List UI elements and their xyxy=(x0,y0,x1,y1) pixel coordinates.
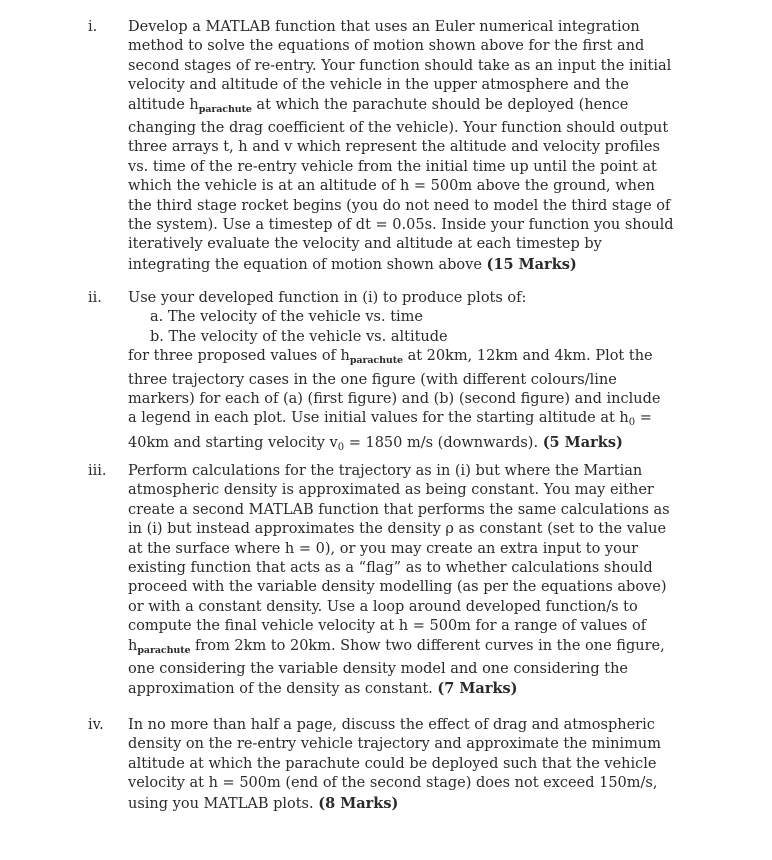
list-item: a. The velocity of the vehicle vs. time xyxy=(150,309,423,326)
text-line: for three proposed values of $h_{parachute}$ at 20km, 12km and 4km. Plot the xyxy=(128,348,653,367)
text-line: markers) for each of (a) (first figure) and (b) (second figure) and include xyxy=(128,391,661,408)
text-line: method to solve the equations of motion shown above for the first and xyxy=(128,38,645,55)
text-line: proceed with the variable density modelling (as per the equations above) xyxy=(128,579,667,596)
text-line: a legend in each plot. Use initial values for the starting altitude at $h_0$ = xyxy=(128,410,652,429)
question-number: iv. xyxy=(88,717,104,733)
text-line: density on the re-entry vehicle trajectory and approximate the minimum xyxy=(128,736,661,753)
text-line: approximation of the density as constant. (7 Marks) xyxy=(128,680,518,698)
subscript: parachute xyxy=(349,355,403,367)
text-line: second stages of re-entry. Your function should take as an input the initial xyxy=(128,57,672,74)
question-number: iii. xyxy=(88,463,107,479)
text-line: compute the final vehicle velocity at h = 500m for a range of values of xyxy=(128,618,647,635)
list-item: b. The velocity of the vehicle vs. altitude xyxy=(150,328,448,345)
text-line: atmospheric density is approximated as being constant. You may either xyxy=(128,482,654,499)
text-line: velocity and altitude of the vehicle in the upper atmosphere and the xyxy=(128,77,629,94)
text-line: iteratively evaluate the velocity and altitude at each timestep by xyxy=(128,236,602,253)
text-line: existing function that acts as a “flag” as to whether calculations should xyxy=(128,560,653,577)
text-line: altitude at which the parachute could be deployed such that the vehicle xyxy=(128,755,657,772)
text-line: Develop a MATLAB function that uses an Euler numerical integration xyxy=(128,19,640,35)
text-line: In no more than half a page, discuss the effect of drag and atmospheric xyxy=(128,717,655,733)
text-line: at the surface where h = 0), or you may create an extra input to your xyxy=(128,540,639,557)
text-line: in (i) but instead approximates the density ρ as constant (set to the value xyxy=(128,521,667,538)
text-line: the third stage rocket begins (you do not need to model the third stage of xyxy=(128,197,671,214)
question-body xyxy=(128,18,674,275)
subscript: parachute xyxy=(137,644,191,656)
text-line: which the vehicle is at an altitude of h = 500m above the ground, when xyxy=(128,178,655,195)
text-line: using you MATLAB plots. (8 Marks) xyxy=(128,794,399,812)
text-line: altitude $h_{parachute}$ at which the parachute should be deployed (hence xyxy=(128,96,629,115)
subscript: 0 xyxy=(628,417,636,429)
text-line: one considering the variable density model and one considering the xyxy=(128,661,629,678)
question-number: ii. xyxy=(88,290,102,306)
text-line: the system). Use a timestep of dt = 0.05s. Inside your function you should xyxy=(128,217,674,234)
marks-label: (15 Marks) xyxy=(486,255,577,273)
text-line: vs. time of the re-entry vehicle from the initial time up until the point at xyxy=(128,158,657,175)
text-line: velocity at h = 500m (end of the second stage) does not exceed 150m/s, xyxy=(128,775,658,792)
text-line: three trajectory cases in the one figure (with different colours/line xyxy=(128,371,617,388)
text-line: integrating the equation of motion shown above (15 Marks) xyxy=(128,255,577,273)
text-line: three arrays t, h and v which represent the altitude and velocity profiles xyxy=(128,139,660,156)
subscript: parachute xyxy=(198,103,252,115)
marks-label: (5 Marks) xyxy=(542,433,623,451)
subscript: 0 xyxy=(337,441,345,453)
question-body xyxy=(128,716,661,814)
question-body xyxy=(128,289,661,457)
text-line: Perform calculations for the trajectory as in (i) but where the Martian xyxy=(128,463,643,479)
text-line: or with a constant density. Use a loop around developed function/s to xyxy=(128,598,638,615)
text-line: Use your developed function in (i) to produce plots of: xyxy=(128,290,527,306)
question-number: i. xyxy=(88,19,98,35)
marks-label: (7 Marks) xyxy=(437,680,518,698)
question-body xyxy=(128,462,670,700)
text-line: $h_{parachute}$ from 2km to 20km. Show two different curves in the one figure, xyxy=(128,637,665,656)
text-line: 40km and starting velocity $v_0 = 1850$ m/s (downwards). (5 Marks) xyxy=(128,433,623,453)
marks-label: (8 Marks) xyxy=(318,794,399,812)
text-line: create a second MATLAB function that performs the same calculations as xyxy=(128,501,670,518)
text-line: changing the drag coefficient of the vehicle). Your function should output xyxy=(128,120,669,137)
